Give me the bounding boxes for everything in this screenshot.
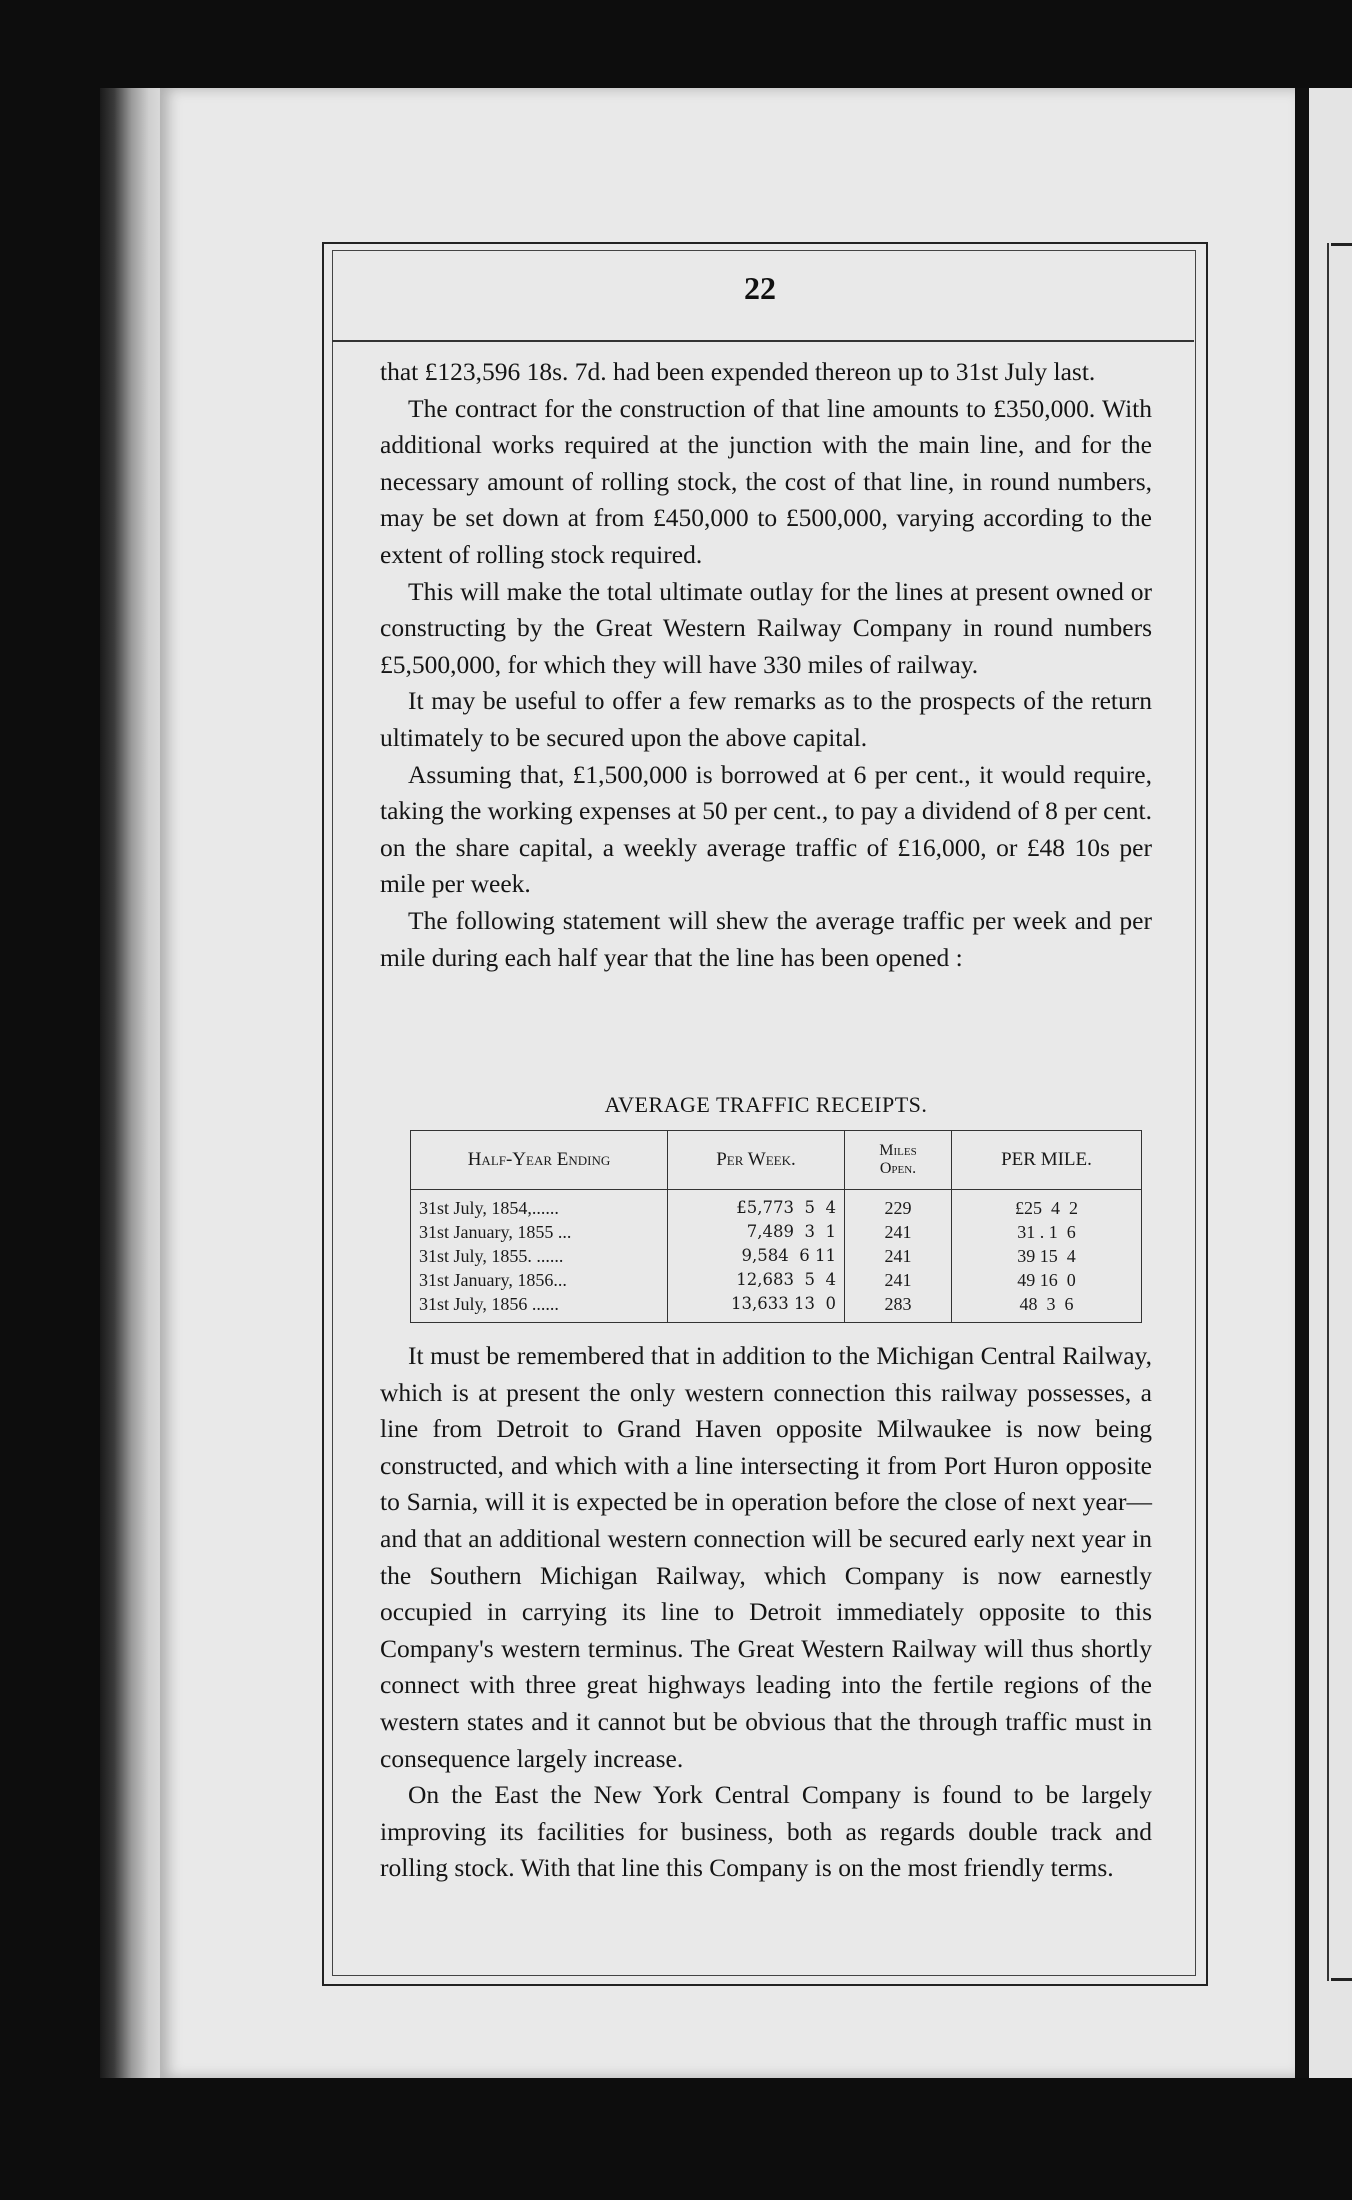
body-text-after-table (380, 1338, 1152, 1887)
cell-per-mile: 31 . 1 6 (952, 1220, 1142, 1244)
paragraph: The following statement will shew the average traffic per week and per mile during each half year that the line has been opened : (380, 905, 1152, 972)
header-miles-line1: Miles (879, 1142, 917, 1159)
paragraph: Assuming that, £1,500,000 is borrowed at 6 per cent., it would require, taking the working expenses at 50 per cent., to pay a dividend of 8 per cent. on the share capital, a weekly average traffic of £16,000, or £48 10s per mile per week. (380, 759, 1152, 899)
paragraph: This will make the total ultimate outlay for the lines at present owned or constructing by the Great Western Railway Company in round numbers £5,500,000, for which they will have 330 miles of railway. (380, 576, 1152, 679)
table-row (411, 1244, 1142, 1268)
header-miles-line2: Open. (879, 1160, 917, 1177)
header-rule (332, 340, 1194, 342)
header-half-year: Half-Year Ending (411, 1131, 668, 1190)
table-row (411, 1292, 1142, 1323)
cell-miles: 283 (845, 1292, 952, 1323)
table-header-row (411, 1131, 1142, 1190)
table-row (411, 1220, 1142, 1244)
body-text-before-table (380, 354, 1152, 976)
table-title: AVERAGE TRAFFIC RECEIPTS. (604, 1092, 928, 1117)
paragraph: On the East the New York Central Company is found to be largely improving its facilities for business, both as regards double track and rolling stock. With that line this Company is on the most friendly terms. (380, 1780, 1152, 1883)
header-per-week: Per Week. (668, 1131, 845, 1190)
cell-per-week: 7,489 3 1 (668, 1220, 845, 1244)
cell-half-year: 31st July, 1856 ...... (411, 1292, 668, 1323)
cell-miles: 241 (845, 1268, 952, 1292)
facing-page-rule-top (1331, 243, 1352, 246)
cell-half-year: 31st January, 1856... (411, 1268, 668, 1292)
cell-miles: 241 (845, 1220, 952, 1244)
paragraph: It must be remembered that in addition to the Michigan Central Railway, which is at present the only western connection this railway possesses, a line from Detroit to Grand Haven opposite Milwaukee is now being constructed, and which with a line intersecting it from Port Huron opposite to Sarnia, will it is expected be in operation before the close of next year—and that an additional western connection will be secured early next year in the Southern Michigan Railway, which Company is now earnestly occupied in carrying its line to Detroit immediately opposite to this Company's western terminus. The Great Western Railway will thus shortly connect with three great highways leading into the fertile regions of the western states and it cannot but be obvious that the through traffic must in consequence largely increase. (380, 1341, 1152, 1773)
header-miles-open (845, 1131, 952, 1190)
cell-miles: 229 (845, 1190, 952, 1221)
facing-page-border (1327, 243, 1329, 1981)
paragraph: It may be useful to offer a few remarks as to the prospects of the return ultimately to be secured upon the above capital. (380, 686, 1152, 752)
cell-per-week: £5,773 5 4 (668, 1190, 845, 1221)
cell-miles: 241 (845, 1244, 952, 1268)
cell-per-week: 9,584 6 11 (668, 1244, 845, 1268)
cell-per-mile: 49 16 0 (952, 1268, 1142, 1292)
traffic-receipts-table (410, 1130, 1142, 1323)
cell-per-mile: 48 3 6 (952, 1292, 1142, 1323)
cell-per-week: 13,633 13 0 (668, 1292, 845, 1323)
header-per-mile: PER MILE. (952, 1131, 1142, 1190)
paragraph: that £123,596 18s. 7d. had been expended thereon up to 31st July last. (380, 357, 1096, 386)
cell-per-week: 12,683 5 4 (668, 1268, 845, 1292)
facing-page-edge (1295, 88, 1352, 2078)
cell-half-year: 31st July, 1854,...... (411, 1190, 668, 1221)
cell-per-mile: 39 15 4 (952, 1244, 1142, 1268)
cell-per-mile: £25 4 2 (952, 1190, 1142, 1221)
cell-half-year: 31st January, 1855 ... (411, 1220, 668, 1244)
facing-page-rule-bottom (1331, 1978, 1352, 1981)
table-row (411, 1190, 1142, 1221)
page-number: 22 (744, 270, 776, 306)
paragraph: The contract for the construction of that line amounts to £350,000. With additional works required at the junction with the main line, and for the necessary amount of rolling stock, the cost of that line, in round numbers, may be set down at from £450,000 to £500,000, varying according to the extent of rolling stock required. (380, 393, 1152, 569)
table-row (411, 1268, 1142, 1292)
cell-half-year: 31st July, 1855. ...... (411, 1244, 668, 1268)
